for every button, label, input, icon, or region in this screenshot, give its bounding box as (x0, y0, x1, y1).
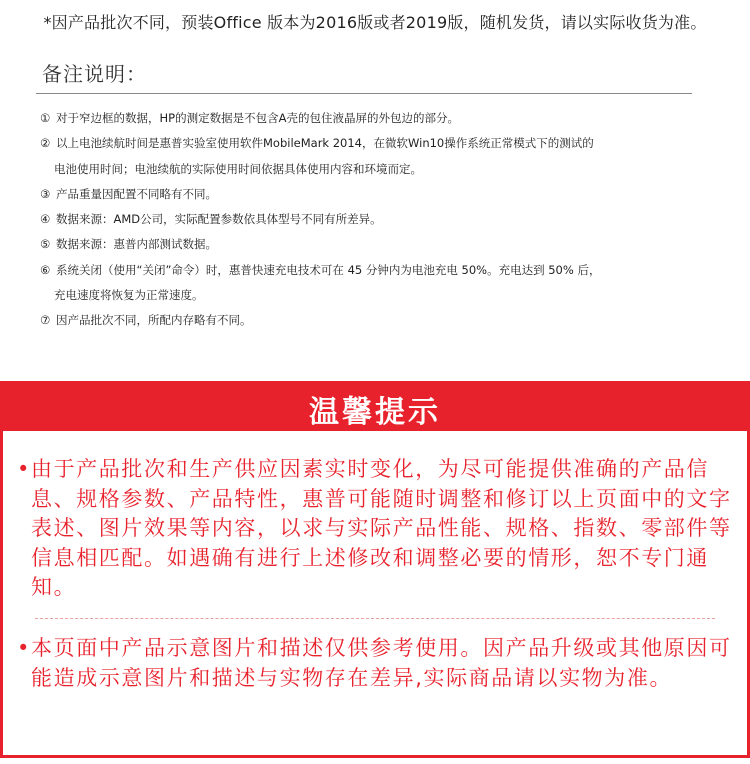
tip-text: 由于产品批次和生产供应因素实时变化，为尽可能提供准确的产品信息、规格参数、产品特性，惠普可能随时调整和修订以上页面中的文字表述、图片效果等内容，以求与实际产品性能、规格、指数、零部件等信息相匹配。如遇确有进行上述修改和调整必要的情形，恕不专门通知。 (31, 457, 732, 599)
note-text: 数据来源：惠普内部测试数据。 (56, 237, 217, 252)
bullet-icon: • (17, 457, 31, 481)
remarks-divider (36, 93, 692, 94)
note-text-continued: 充电速度将恢复为正常速度。 (54, 288, 204, 303)
note-number: ④ (40, 212, 51, 227)
note-number: ③ (40, 186, 51, 201)
note-text: 产品重量因配置不同略有不同。 (56, 186, 217, 201)
note-number: ⑦ (40, 313, 51, 328)
warm-tips-box (0, 431, 750, 758)
note-number: ② (40, 136, 51, 151)
warm-tips-header (0, 381, 750, 431)
note-number: ① (40, 111, 51, 125)
tip-text: 本页面中产品示意图片和描述仅供参考使用。因产品升级或其他原因可能造成示意图片和描述与实物存在差异,实际商品请以实物为准。 (31, 636, 732, 690)
tip-item (17, 455, 739, 603)
warm-tips-section (0, 381, 750, 764)
note-item (40, 182, 700, 207)
note-item (40, 131, 700, 182)
office-version-notice: *因产品批次不同，预装Office 版本为2016版或者2019版，随机发货，请以实际收货为准。 (43, 13, 707, 32)
note-item (40, 232, 700, 257)
tips-divider (35, 618, 715, 619)
note-item (40, 258, 700, 309)
note-number: ⑤ (40, 237, 51, 252)
warm-tips-title: 温馨提示 (309, 395, 441, 430)
note-item (40, 308, 700, 333)
tip-item (17, 634, 739, 693)
note-text: 数据来源：AMD公司，实际配置参数依具体型号不同有所差异。 (56, 212, 382, 227)
remarks-title: 备注说明： (42, 62, 147, 86)
note-number: ⑥ (40, 262, 51, 277)
note-text: 因产品批次不同，所配内存略有不同。 (56, 313, 252, 328)
note-text: 对于窄边框的数据，HP的测定数据是不包含A壳的包住液晶屏的外包边的部分。 (56, 111, 459, 125)
note-item (40, 207, 700, 232)
note-item (40, 106, 700, 131)
note-text: 以上电池续航时间是惠普实验室使用软件MobileMark 2014，在微软Win10操作系统正常模式下的测试的 (56, 136, 594, 151)
note-text: 系统关闭（使用“关闭”命令）时，惠普快速充电技术可在 45 分钟内为电池充电 50%。充电达到 50% 后， (56, 262, 601, 277)
note-text-continued: 电池使用时间；电池续航的实际使用时间依据具体使用内容和环境而定。 (54, 161, 422, 176)
bullet-icon: • (17, 636, 31, 660)
remarks-list (40, 106, 700, 334)
